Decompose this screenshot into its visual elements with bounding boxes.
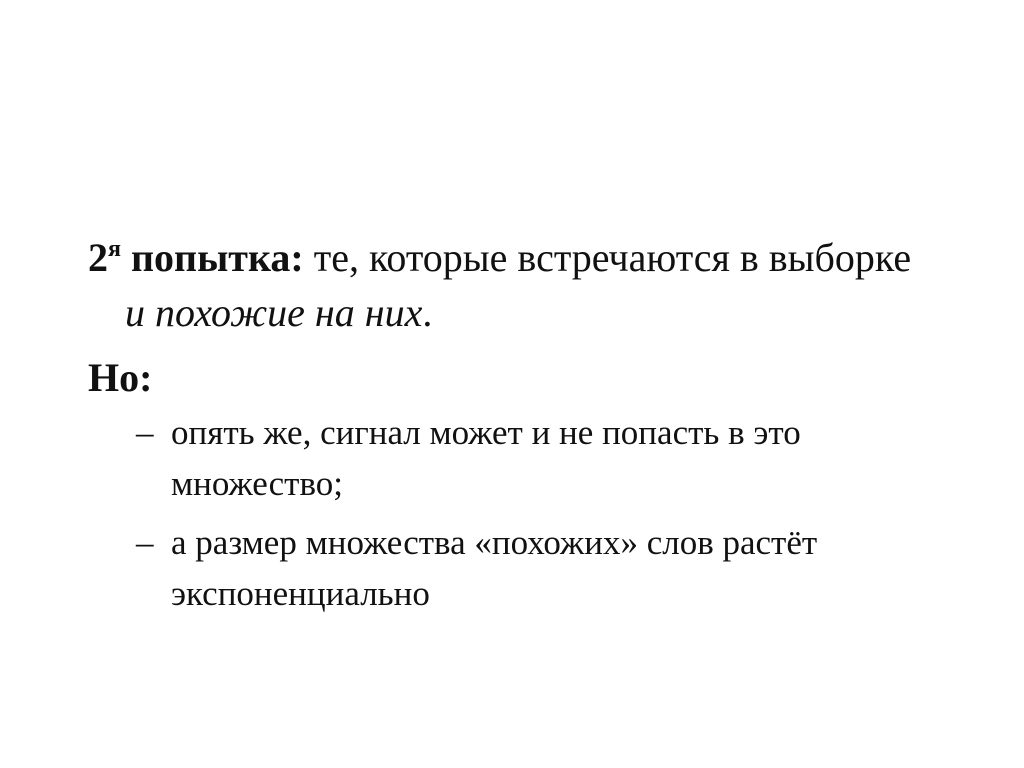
slide-content: [88, 230, 938, 619]
attempt-emphasis: и похожие на них: [125, 290, 423, 335]
dash-bullet: –: [136, 523, 154, 562]
sub-bullet-growth: [88, 517, 938, 619]
but-heading: Но:: [88, 355, 153, 400]
sub-bullet-text: а размер множества «похожих» слов растёт экспоненциально: [171, 523, 818, 613]
bullet-second-attempt: [88, 230, 938, 340]
attempt-tail: .: [422, 290, 433, 335]
sub-bullet-text: опять же, сигнал может и не попасть в это множество;: [171, 413, 801, 503]
sub-bullet-list: [88, 407, 938, 619]
sub-bullet-signal: [88, 407, 938, 509]
ordinal-suffix: я: [108, 236, 121, 262]
bullet-but: [88, 350, 938, 405]
attempt-heading: попытка:: [120, 235, 304, 280]
attempt-text: те, которые встречаются в выборке: [303, 235, 912, 280]
dash-bullet: –: [136, 413, 154, 452]
attempt-number: 2: [88, 235, 108, 280]
